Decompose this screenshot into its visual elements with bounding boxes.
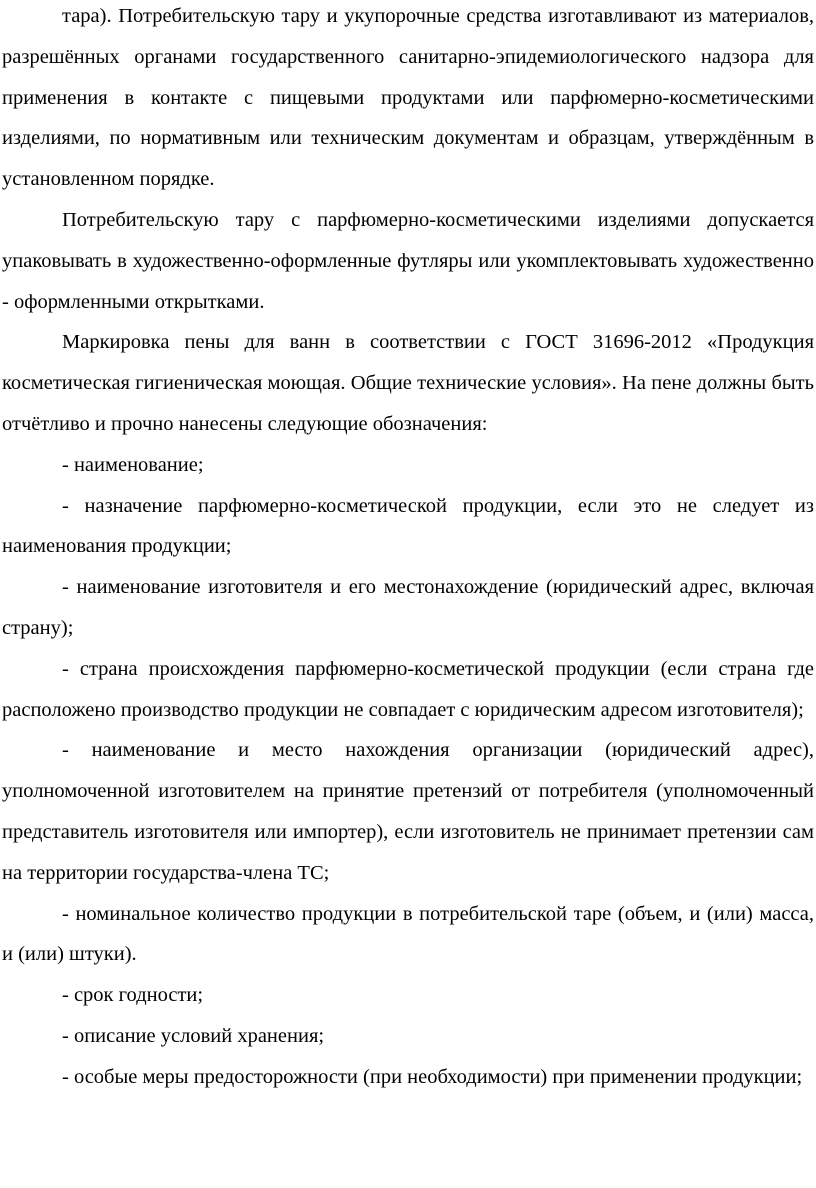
list-item-country-of-origin: - страна происхождения парфюмерно-косметической продукции (если страна где расположено производство продукции не совпадает с юридическим адресом изготовителя); <box>2 657 814 721</box>
paragraph-gift-packaging: Потребительскую тару с парфюмерно-косметическими изделиями допускается упаковывать в художественно-оформленные футляры или укомплектовывать художественно - оформленными открытками. <box>2 208 814 313</box>
paragraph-labeling-intro: Маркировка пены для ванн в соответствии с ГОСТ 31696-2012 «Продукция косметическая гигиеническая моющая. Общие технические условия». На пене должны быть отчётливо и прочно нанесены следующие обозначения: <box>2 331 814 435</box>
paragraph-packaging-materials: тара). Потребительскую тару и укупорочные средства изготавливают из материалов, разрешённых органами государственного санитарно-эпидемиологического надзора для применения в контакте с пищевыми продуктами или парфюмерно-косметическими изделиями, по нормативным или техническим документам и образцам, утверждённым в установленном порядке. <box>2 5 814 191</box>
list-item-nominal-quantity: - номинальное количество продукции в потребительской таре (объем, и (или) масса, и (или) штуки). <box>2 902 814 966</box>
list-item-authorized-organization: - наименование и место нахождения организации (юридический адрес), уполномоченной изготовителем на принятие претензий от потребителя (уполномоченный представитель изготовителя или импортер), если изготовитель не принимает претензии сам на территории государства-члена ТС; <box>2 739 814 884</box>
list-item-shelf-life: - срок годности; <box>62 984 204 1007</box>
list-item-precautions: - особые меры предосторожности (при необходимости) при применении продукции; <box>62 1065 803 1088</box>
list-item-purpose: - назначение парфюмерно-косметической продукции, если это не следует из наименования продукции; <box>2 494 814 558</box>
list-item-manufacturer: - наименование изготовителя и его местонахождение (юридический адрес, включая страну); <box>2 576 814 639</box>
list-item-name: - наименование; <box>62 453 204 476</box>
list-item-storage-conditions: - описание условий хранения; <box>62 1024 325 1047</box>
